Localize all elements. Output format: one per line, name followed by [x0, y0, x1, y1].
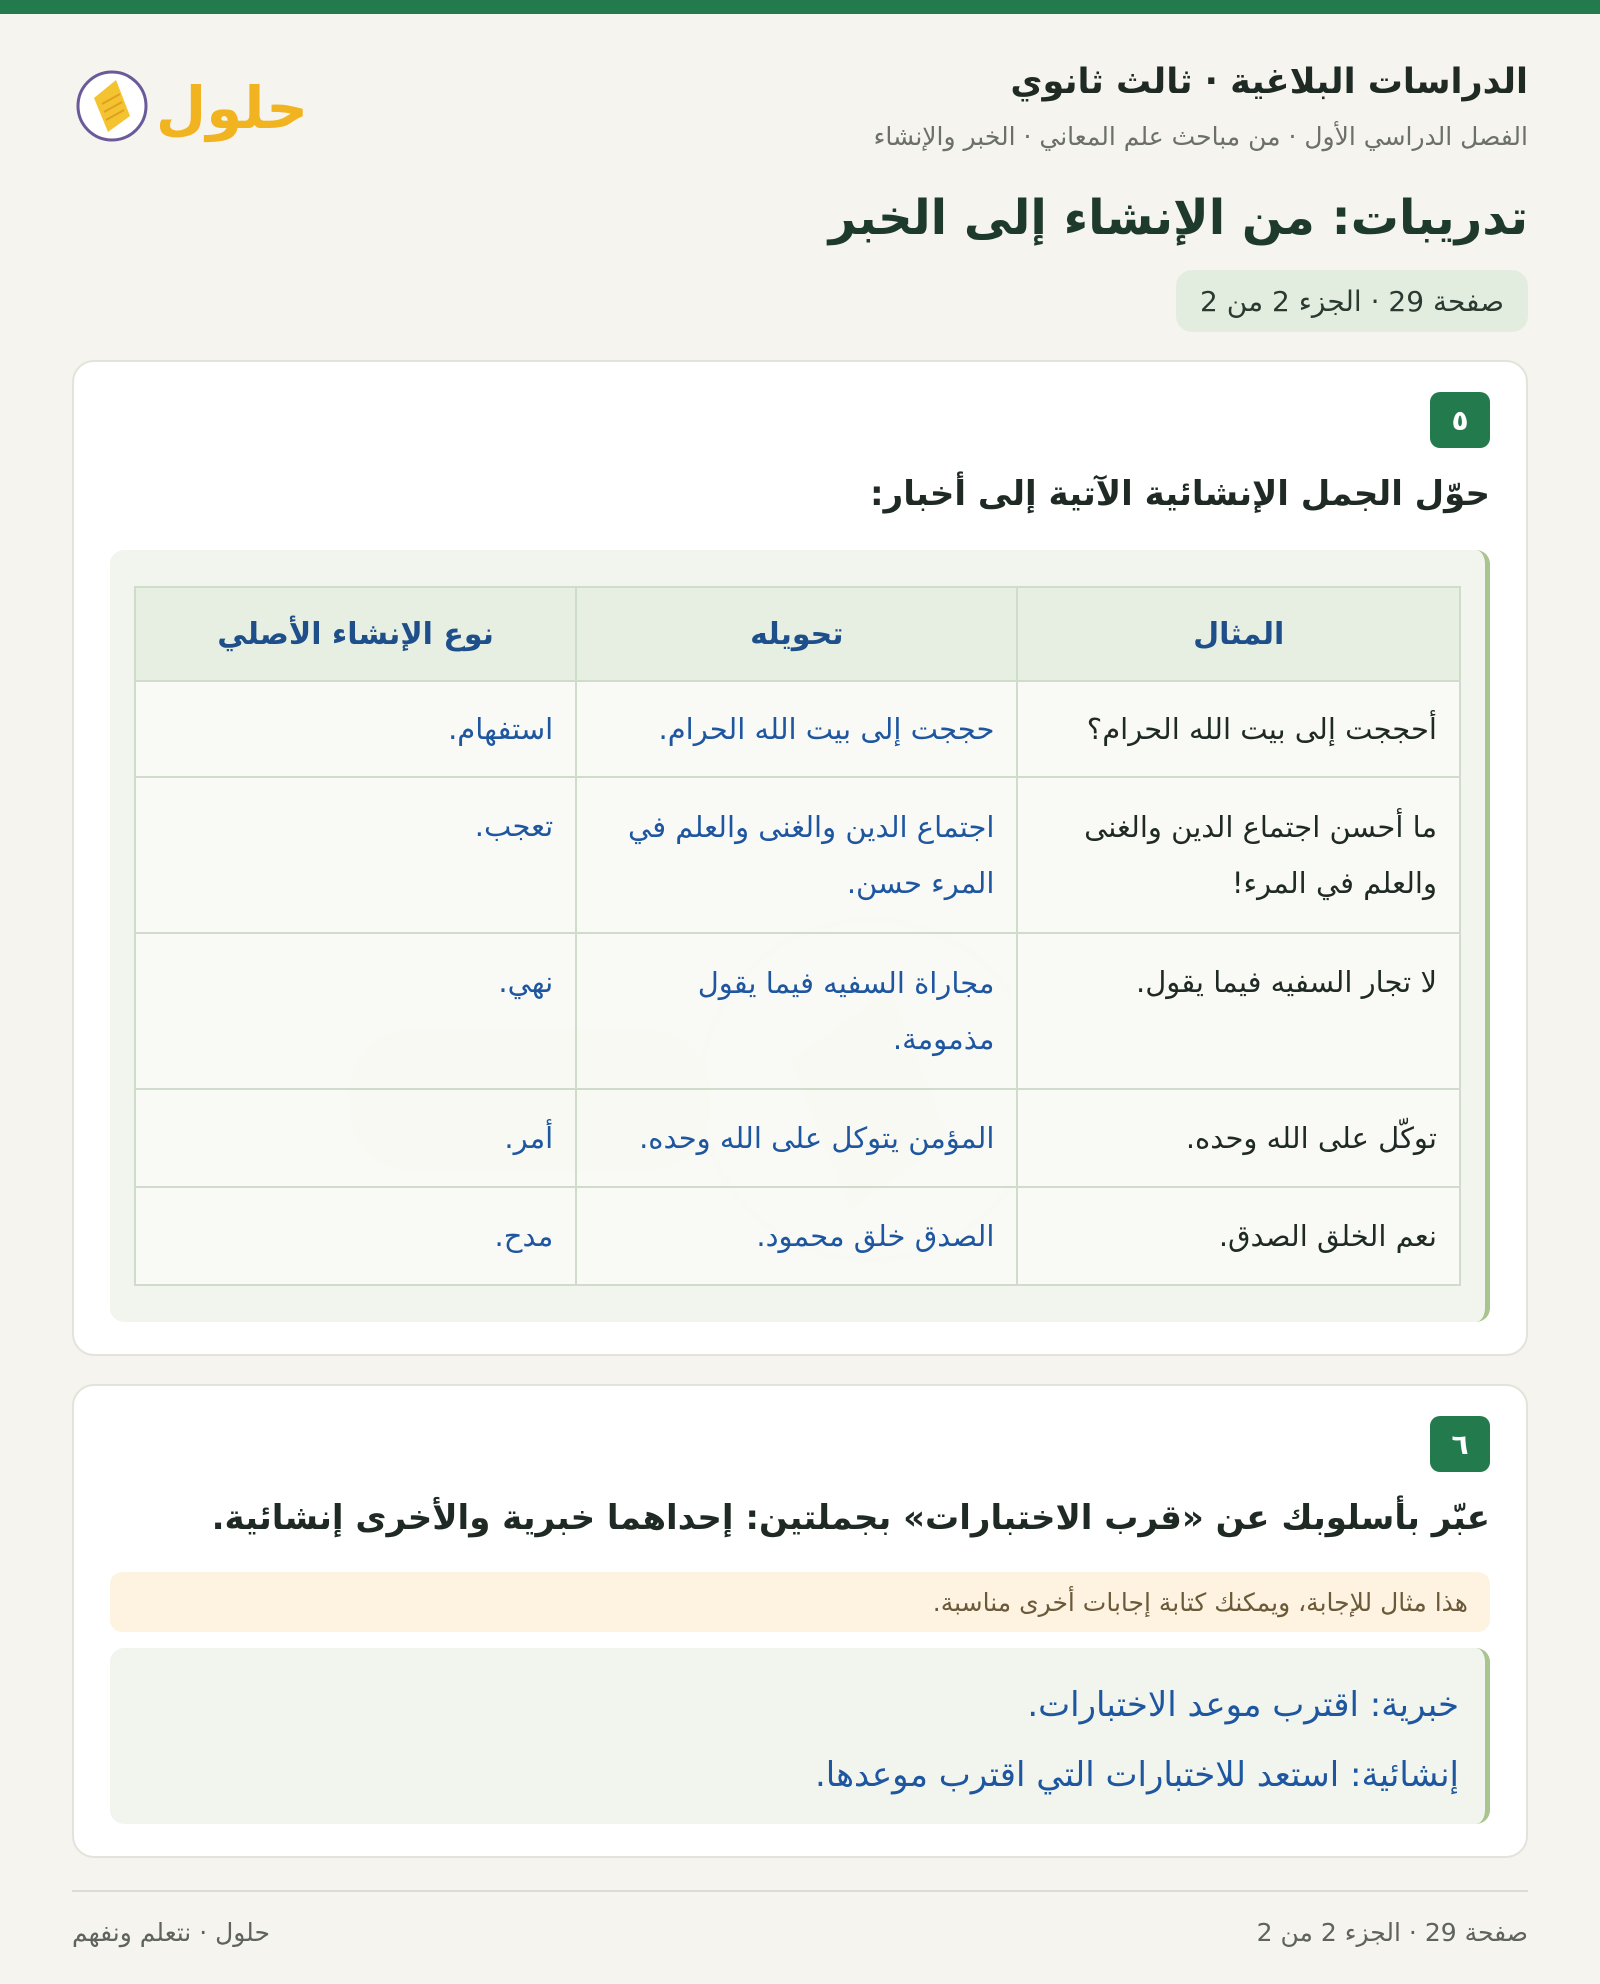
table-header-row: [135, 587, 1460, 681]
conversion-cell: حججت إلى بيت الله الحرام.: [576, 681, 1017, 777]
answer-line-declarative: خبرية: اقترب موعد الاختبارات.: [1027, 1685, 1459, 1725]
conversion-cell: المؤمن يتوكل على الله وحده.: [576, 1089, 1017, 1187]
question-card-5: [72, 360, 1528, 1356]
example-cell: أحججت إلى بيت الله الحرام؟: [1017, 681, 1460, 777]
page-badge: صفحة 29 · الجزء 2 من 2: [1176, 270, 1528, 332]
column-header-conversion: تحويله: [576, 587, 1017, 681]
type-cell: استفهام.: [135, 681, 576, 777]
question-card-6: [72, 1384, 1528, 1858]
answer-box: [110, 1648, 1490, 1824]
conversion-cell: الصدق خلق محمود.: [576, 1187, 1017, 1285]
page-title: تدريبات: من الإنشاء إلى الخبر: [828, 190, 1528, 246]
conversion-table: [134, 586, 1461, 1286]
table-row: [135, 933, 1460, 1089]
question-prompt: عبّر بأسلوبك عن «قرب الاختبارات» بجملتين: إحداهما خبرية والأخرى إنشائية.: [211, 1498, 1490, 1538]
logo-text: حلول: [155, 74, 309, 142]
subject-title: الدراسات البلاغية · ثالث ثانوي: [1010, 62, 1528, 102]
footer-brand: حلول · نتعلم ونفهم: [72, 1918, 270, 1947]
table-row: [135, 777, 1460, 933]
page-header: [72, 58, 1528, 168]
question-number-badge: ٦: [1430, 1416, 1490, 1472]
type-cell: أمر.: [135, 1089, 576, 1187]
footer-page-info: صفحة 29 · الجزء 2 من 2: [1256, 1918, 1528, 1947]
top-accent-bar: [0, 0, 1600, 14]
table-row: [135, 681, 1460, 777]
conversion-cell: اجتماع الدين والغنى والعلم في المرء حسن.: [576, 777, 1017, 933]
type-cell: تعجب.: [135, 777, 576, 933]
table-row: [135, 1089, 1460, 1187]
example-cell: ما أحسن اجتماع الدين والغنى والعلم في المرء!: [1017, 777, 1460, 933]
type-cell: مدح.: [135, 1187, 576, 1285]
conversion-cell: مجاراة السفيه فيما يقول مذمومة.: [576, 933, 1017, 1089]
column-header-example: المثال: [1017, 587, 1460, 681]
breadcrumb: الفصل الدراسي الأول · من مباحث علم المعاني · الخبر والإنشاء: [873, 122, 1528, 151]
answer-table-container: [110, 550, 1490, 1322]
example-cell: نعم الخلق الصدق.: [1017, 1187, 1460, 1285]
answer-line-performative: إنشائية: استعد للاختبارات التي اقترب موعدها.: [814, 1755, 1459, 1795]
example-cell: لا تجار السفيه فيما يقول.: [1017, 933, 1460, 1089]
type-cell: نهي.: [135, 933, 576, 1089]
table-row: [135, 1187, 1460, 1285]
footer-divider: [72, 1890, 1528, 1892]
hulul-logo: [72, 58, 312, 158]
column-header-type: نوع الإنشاء الأصلي: [135, 587, 576, 681]
question-prompt: حوّل الجمل الإنشائية الآتية إلى أخبار:: [870, 474, 1490, 514]
answer-note: هذا مثال للإجابة، ويمكنك كتابة إجابات أخرى مناسبة.: [110, 1572, 1490, 1632]
example-cell: توكّل على الله وحده.: [1017, 1089, 1460, 1187]
question-number-badge: ٥: [1430, 392, 1490, 448]
